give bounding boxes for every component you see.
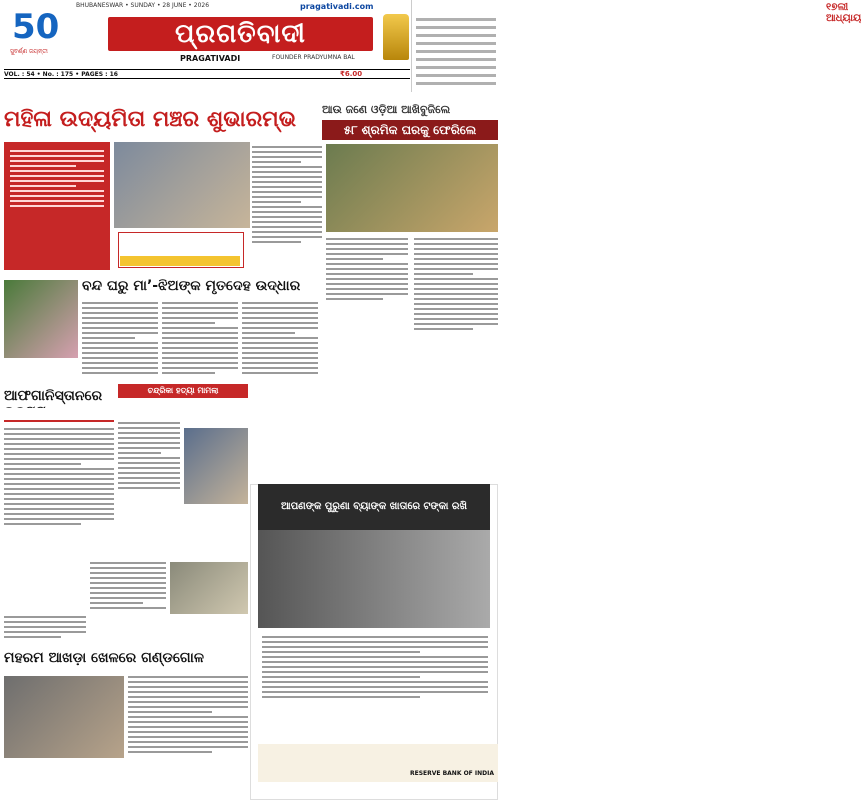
right-col-text-b <box>414 238 498 333</box>
second-col-c <box>242 302 318 377</box>
second-col-a <box>82 302 158 377</box>
chit-section-head: ଚନ୍ଦ୍ରିକା ହତ୍ୟା ମାମଲା <box>118 384 248 398</box>
anniversary-logo <box>4 4 74 62</box>
muharram-photo <box>4 676 124 758</box>
chit-headline <box>118 400 248 418</box>
founder-line: FOUNDER PRADYUMNA BAL <box>272 54 355 61</box>
trophy-icon <box>383 14 409 60</box>
lead-headline: ମହିଳା ଉଦ୍ୟମିତା ମଞ୍ଚର ଶୁଭାରମ୍ଭ <box>4 102 320 138</box>
anniversary-number: 50 <box>12 7 60 47</box>
volume-line: VOL. : 54 • No. : 175 • PAGES : 16 <box>4 69 410 79</box>
yellow-badge <box>120 256 240 266</box>
right-col-text-a <box>326 238 408 303</box>
earthquake-subhead <box>4 408 114 422</box>
second-headline: ବନ୍ଦ ଘରୁ ମା’-ଝିଅଙ୍କ ମୃତଦେହ ଉଦ୍ଧାର <box>82 278 301 294</box>
right-headline-band: ୫୮ ଶ୍ରମିକ ଘରକୁ ଫେରିଲେ <box>322 120 498 140</box>
workers-photo <box>326 144 498 232</box>
right-box-head: ୧୭ଲୀ ଆଧ୍ୟାୟ <box>826 2 861 24</box>
right-box-lines <box>412 18 500 85</box>
earthquake-headline: ଆଫଗାନିସ୍ତାନରେ <box>4 388 103 404</box>
youth-text <box>4 616 86 641</box>
website-link[interactable]: pragativadi.com <box>300 2 374 11</box>
youth-headline <box>4 562 86 610</box>
date-line: BHUBANESWAR • SUNDAY • 28 JUNE • 2026 <box>76 2 210 9</box>
center-column-text <box>252 146 322 246</box>
advert-photo <box>258 530 490 628</box>
advert-title: ଆପଣଙ୍କ ପୁରୁଣା ବ୍ୟାଙ୍କ ଖାତାରେ ଟଙ୍କା ରଖି <box>258 484 490 530</box>
youth-photo <box>170 562 248 614</box>
newspaper-logo: ପ୍ରଗତିବାଦୀ <box>108 17 373 51</box>
second-col-b <box>162 302 238 377</box>
right-box <box>411 0 861 92</box>
price: ₹6.00 <box>340 70 363 78</box>
rbi-brand: RESERVE BANK OF INDIA <box>410 770 494 777</box>
red-box-lines <box>4 142 110 218</box>
anniversary-tag: ସୁବର୍ଣ୍ଣ ଜୟନ୍ତୀ <box>10 48 48 55</box>
left-red-box <box>4 142 110 270</box>
lead-photo <box>114 142 250 228</box>
right-headline-top: ଆଉ ଜଣେ ଓଡ଼ିଆ ଆଖିବୁଜିଲେ <box>322 103 451 116</box>
woman-photo <box>4 280 78 358</box>
muharram-headline: ମହରମ ଆଖଡ଼ା ଖେଳରେ ଗଣ୍ଡଗୋଳ <box>4 650 204 666</box>
english-name: PRAGATIVADI <box>180 54 241 63</box>
couple-photo <box>184 428 248 504</box>
muharram-text <box>128 676 248 756</box>
earthquake-text <box>4 428 114 528</box>
chit-text-a <box>118 422 180 492</box>
youth-text-b <box>90 562 166 612</box>
advert-text <box>262 636 488 701</box>
